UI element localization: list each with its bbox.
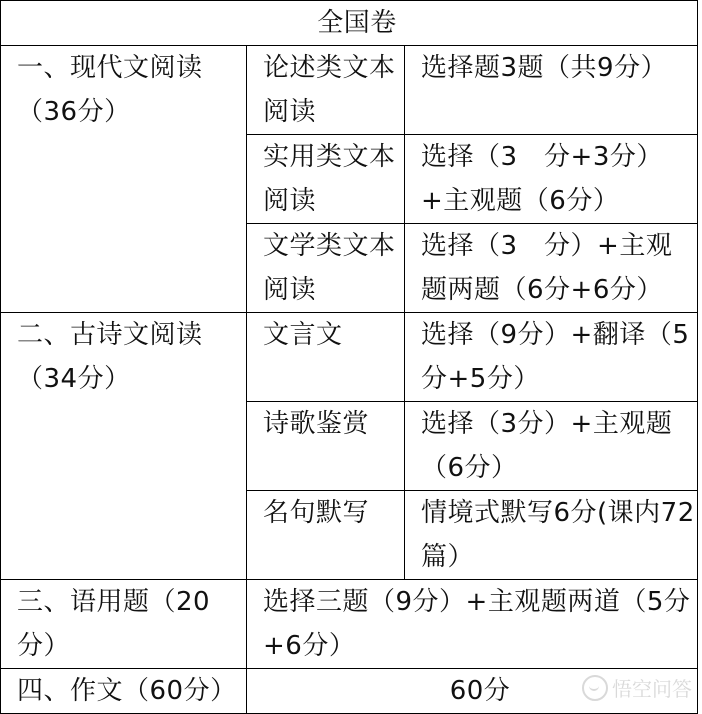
- watermark: [582, 673, 692, 702]
- question-format: 60分: [247, 669, 698, 714]
- table-row: [1, 313, 698, 402]
- question-type: 文言文: [247, 313, 405, 402]
- question-format: 选择（3 分+3分）+主观题（6分）: [405, 135, 698, 224]
- section-name: 四、作文（60分）: [1, 669, 247, 714]
- section-name: 一、现代文阅读（36分）: [1, 46, 247, 313]
- watermark-logo-icon: [582, 675, 608, 701]
- question-type: 文学类文本阅读: [247, 224, 405, 313]
- question-format: 选择三题（9分）+主观题两道（5分+6分）: [247, 580, 698, 669]
- section-name: 二、古诗文阅读（34分）: [1, 313, 247, 580]
- table-row: [1, 580, 698, 669]
- question-format: 选择（9分）+翻译（5分+5分）: [405, 313, 698, 402]
- table-row: [1, 46, 698, 135]
- question-format: 选择题3题（共9分）: [405, 46, 698, 135]
- watermark-text: 悟空问答: [612, 677, 692, 701]
- question-format: 情境式默写6分(课内72篇）: [405, 491, 698, 580]
- question-format: 选择（3 分）+主观题两题（6分+6分）: [405, 224, 698, 313]
- question-type: 论述类文本阅读: [247, 46, 405, 135]
- question-type: 诗歌鉴赏: [247, 402, 405, 491]
- section-name: 三、语用题（20分）: [1, 580, 247, 669]
- table-header-row: [1, 1, 698, 46]
- table-title: 全国卷: [1, 1, 698, 46]
- question-type: 名句默写: [247, 491, 405, 580]
- question-format: 选择（3分）+主观题（6分）: [405, 402, 698, 491]
- question-type: 实用类文本阅读: [247, 135, 405, 224]
